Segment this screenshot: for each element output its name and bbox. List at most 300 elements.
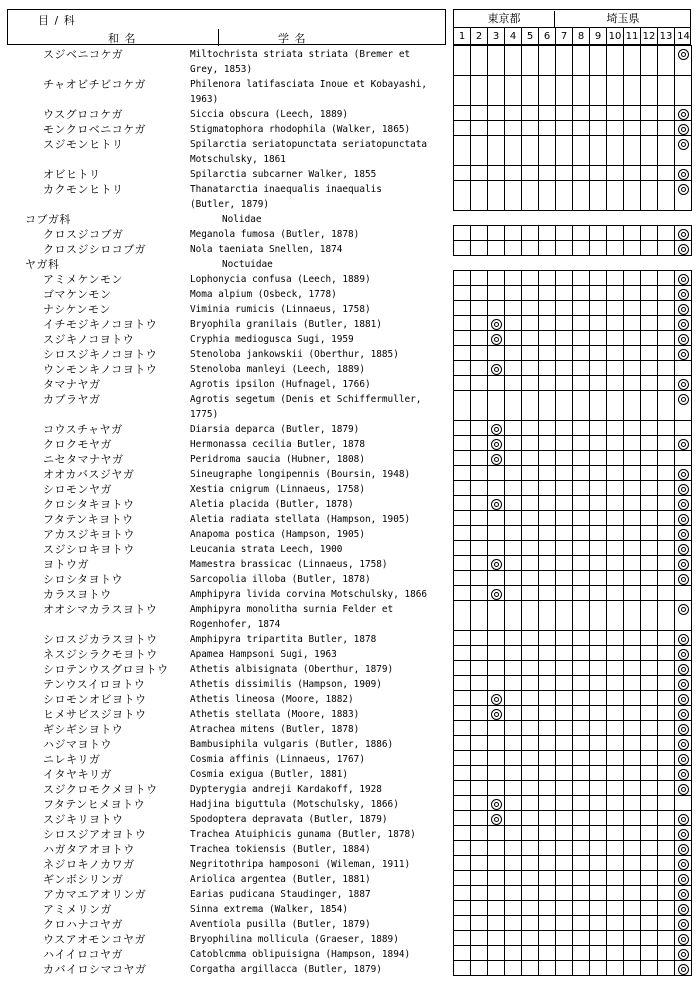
record-mark-icon bbox=[488, 586, 505, 601]
record-cell bbox=[607, 676, 624, 691]
record-cell bbox=[522, 946, 539, 961]
record-cell bbox=[658, 961, 675, 976]
japanese-name: スジクロモクメヨトウ bbox=[43, 783, 158, 796]
record-cell bbox=[556, 586, 573, 601]
record-cell bbox=[590, 466, 607, 481]
scientific-name bbox=[190, 317, 446, 332]
record-cell bbox=[641, 301, 658, 316]
record-cell bbox=[505, 511, 522, 526]
record-cell bbox=[658, 136, 675, 166]
record-mark-icon bbox=[675, 856, 692, 871]
record-cell bbox=[556, 946, 573, 961]
record-cell bbox=[624, 391, 641, 421]
japanese-name: アミメリンガ bbox=[43, 903, 112, 916]
record-cell bbox=[590, 841, 607, 856]
record-cell bbox=[573, 586, 590, 601]
record-cell bbox=[641, 376, 658, 391]
record-cell bbox=[590, 556, 607, 571]
record-cell bbox=[590, 361, 607, 376]
record-cell bbox=[556, 916, 573, 931]
scientific-name bbox=[190, 812, 446, 827]
record-cell bbox=[539, 316, 556, 331]
record-cell bbox=[556, 421, 573, 436]
record-cell bbox=[522, 826, 539, 841]
record-cell bbox=[505, 631, 522, 646]
japanese-name: テンウスイロヨトウ bbox=[43, 678, 146, 691]
record-cell bbox=[590, 946, 607, 961]
scientific-name-line: Cryphia mediogusca Sugi, 1959 bbox=[190, 334, 354, 345]
record-cell bbox=[488, 901, 505, 916]
record-cell bbox=[624, 361, 641, 376]
scientific-name-line: Agrotis segetum (Denis et Schiffermuller, bbox=[190, 394, 422, 405]
record-cell bbox=[539, 631, 556, 646]
japanese-name: クロクモヤガ bbox=[43, 438, 112, 451]
record-cell bbox=[624, 481, 641, 496]
record-cell bbox=[522, 496, 539, 511]
record-cell bbox=[454, 106, 471, 121]
record-cell bbox=[641, 526, 658, 541]
record-cell bbox=[522, 361, 539, 376]
scientific-name bbox=[190, 527, 446, 542]
column-number: 2 bbox=[471, 28, 488, 45]
record-cell bbox=[624, 766, 641, 781]
record-mark-icon bbox=[488, 436, 505, 451]
record-cell bbox=[522, 106, 539, 121]
species-row bbox=[0, 676, 696, 691]
japanese-name: スジベニコケガ bbox=[43, 48, 124, 61]
record-cell bbox=[590, 45, 607, 76]
record-grid bbox=[453, 225, 692, 241]
record-cell bbox=[658, 646, 675, 661]
record-cell bbox=[573, 946, 590, 961]
japanese-name: クロスジシロコブガ bbox=[43, 243, 147, 256]
scientific-name-line: Nolidae bbox=[222, 214, 262, 225]
species-row bbox=[0, 421, 696, 436]
species-row bbox=[0, 841, 696, 856]
record-grid bbox=[453, 331, 692, 346]
record-cell bbox=[590, 225, 607, 241]
scientific-name bbox=[190, 767, 446, 782]
record-grid bbox=[453, 286, 692, 301]
scientific-name bbox=[190, 377, 446, 392]
record-cell bbox=[505, 181, 522, 211]
record-cell bbox=[641, 166, 658, 181]
record-cell bbox=[573, 811, 590, 826]
scientific-name-line: Peridroma saucia (Hubner, 1808) bbox=[190, 454, 365, 465]
record-cell bbox=[607, 571, 624, 586]
species-row bbox=[0, 556, 696, 571]
record-cell bbox=[471, 121, 488, 136]
record-cell bbox=[488, 841, 505, 856]
record-mark-icon bbox=[675, 316, 692, 331]
record-cell bbox=[522, 646, 539, 661]
record-cell bbox=[505, 346, 522, 361]
record-cell bbox=[658, 241, 675, 256]
scientific-name-line: Dypterygia andreji Kardakoff, 1928 bbox=[190, 784, 382, 795]
record-cell bbox=[471, 871, 488, 886]
record-cell bbox=[556, 631, 573, 646]
record-cell bbox=[607, 886, 624, 901]
species-row bbox=[0, 586, 696, 601]
record-cell bbox=[539, 706, 556, 721]
japanese-name: スジキリヨトウ bbox=[43, 813, 124, 826]
record-grid bbox=[453, 556, 692, 571]
record-cell bbox=[539, 571, 556, 586]
species-row bbox=[0, 181, 696, 211]
record-mark-icon bbox=[675, 436, 692, 451]
record-cell bbox=[658, 361, 675, 376]
record-cell bbox=[505, 45, 522, 76]
scientific-name bbox=[190, 497, 446, 512]
record-cell bbox=[505, 676, 522, 691]
record-cell bbox=[454, 676, 471, 691]
record-cell bbox=[624, 916, 641, 931]
record-cell bbox=[607, 931, 624, 946]
record-cell bbox=[607, 586, 624, 601]
record-cell bbox=[573, 436, 590, 451]
record-mark-icon bbox=[488, 691, 505, 706]
record-cell bbox=[454, 496, 471, 511]
record-cell bbox=[573, 886, 590, 901]
scientific-name bbox=[190, 707, 446, 722]
record-cell bbox=[573, 421, 590, 436]
scientific-name-line: 1775) bbox=[190, 409, 219, 420]
record-cell bbox=[641, 646, 658, 661]
record-cell bbox=[658, 661, 675, 676]
japanese-name: イチモジキノコヨトウ bbox=[43, 318, 158, 331]
record-cell bbox=[658, 856, 675, 871]
record-cell bbox=[556, 526, 573, 541]
record-cell bbox=[471, 301, 488, 316]
record-cell bbox=[556, 811, 573, 826]
record-cell bbox=[505, 826, 522, 841]
record-cell bbox=[471, 316, 488, 331]
record-cell bbox=[556, 331, 573, 346]
record-cell bbox=[488, 646, 505, 661]
record-cell bbox=[522, 225, 539, 241]
record-cell bbox=[505, 661, 522, 676]
scientific-name bbox=[190, 362, 446, 377]
record-cell bbox=[454, 691, 471, 706]
record-cell bbox=[454, 601, 471, 631]
record-cell bbox=[590, 346, 607, 361]
species-row bbox=[0, 706, 696, 721]
record-cell bbox=[454, 421, 471, 436]
record-cell bbox=[590, 76, 607, 106]
record-cell bbox=[607, 316, 624, 331]
record-cell bbox=[607, 706, 624, 721]
record-cell bbox=[522, 661, 539, 676]
record-cell bbox=[641, 841, 658, 856]
scientific-name-line: Spilarctia seriatopunctata seriatopunctata bbox=[190, 139, 428, 150]
record-cell bbox=[624, 586, 641, 601]
record-cell bbox=[607, 916, 624, 931]
record-cell bbox=[471, 796, 488, 811]
scientific-name bbox=[190, 572, 446, 587]
species-row bbox=[0, 946, 696, 961]
scientific-name-line: Athetis albisignata (Oberthur, 1879) bbox=[190, 664, 394, 675]
record-mark-icon bbox=[675, 301, 692, 316]
record-cell bbox=[556, 901, 573, 916]
scientific-name-line: Stenoloba jankowskii (Oberthur, 1885) bbox=[190, 349, 399, 360]
japanese-name: カブラヤガ bbox=[43, 393, 101, 406]
record-mark-icon bbox=[675, 270, 692, 286]
record-cell bbox=[658, 766, 675, 781]
species-row bbox=[0, 646, 696, 661]
record-cell bbox=[539, 270, 556, 286]
record-cell bbox=[590, 706, 607, 721]
scientific-name-line: Stenoloba manleyi (Leech, 1889) bbox=[190, 364, 365, 375]
record-mark-icon bbox=[675, 331, 692, 346]
record-cell bbox=[505, 76, 522, 106]
record-cell bbox=[539, 511, 556, 526]
record-cell bbox=[505, 166, 522, 181]
record-cell bbox=[556, 676, 573, 691]
record-cell bbox=[590, 886, 607, 901]
table-header-left bbox=[7, 9, 446, 45]
record-cell bbox=[505, 270, 522, 286]
record-cell bbox=[641, 811, 658, 826]
record-cell bbox=[658, 511, 675, 526]
record-cell bbox=[454, 841, 471, 856]
species-row bbox=[0, 811, 696, 826]
record-cell bbox=[522, 586, 539, 601]
record-cell bbox=[539, 916, 556, 931]
record-cell bbox=[471, 781, 488, 796]
record-cell bbox=[454, 316, 471, 331]
record-cell bbox=[607, 661, 624, 676]
record-cell bbox=[454, 946, 471, 961]
record-cell bbox=[641, 106, 658, 121]
record-grid bbox=[453, 901, 692, 916]
scientific-name-line: Spilarctia subcarner Walker, 1855 bbox=[190, 169, 377, 180]
record-cell bbox=[488, 721, 505, 736]
record-cell bbox=[471, 736, 488, 751]
record-cell bbox=[539, 45, 556, 76]
record-cell bbox=[573, 270, 590, 286]
record-cell bbox=[539, 241, 556, 256]
record-mark-icon bbox=[675, 241, 692, 256]
record-grid bbox=[453, 526, 692, 541]
record-mark-icon bbox=[675, 751, 692, 766]
scientific-name-line: Hermonassa cecilia Butler, 1878 bbox=[190, 439, 365, 450]
record-cell bbox=[624, 826, 641, 841]
record-cell bbox=[556, 856, 573, 871]
family-row bbox=[0, 256, 696, 271]
species-row bbox=[0, 901, 696, 916]
record-cell bbox=[471, 466, 488, 481]
species-row bbox=[0, 541, 696, 556]
record-cell bbox=[573, 241, 590, 256]
scientific-name-line: Hadjina biguttula (Motschulsky, 1866) bbox=[190, 799, 399, 810]
scientific-name-line: Bambusiphila vulgaris (Butler, 1886) bbox=[190, 739, 394, 750]
scientific-name bbox=[190, 647, 446, 662]
record-cell bbox=[505, 706, 522, 721]
record-cell bbox=[454, 361, 471, 376]
scientific-name-line: Philenora latifasciata Inoue et Kobayashi, bbox=[190, 79, 428, 90]
scientific-name-line: Siccia obscura (Leech, 1889) bbox=[190, 109, 349, 120]
record-cell bbox=[488, 45, 505, 76]
record-cell bbox=[539, 331, 556, 346]
record-cell bbox=[590, 766, 607, 781]
record-cell bbox=[471, 286, 488, 301]
record-mark-icon bbox=[675, 376, 692, 391]
species-row bbox=[0, 361, 696, 376]
scientific-name-line: Grey, 1853) bbox=[190, 64, 253, 75]
record-cell bbox=[624, 496, 641, 511]
record-cell bbox=[641, 766, 658, 781]
record-cell bbox=[590, 286, 607, 301]
record-cell bbox=[471, 706, 488, 721]
record-cell bbox=[590, 421, 607, 436]
record-cell bbox=[522, 136, 539, 166]
record-mark-icon bbox=[675, 511, 692, 526]
record-cell bbox=[539, 646, 556, 661]
record-grid bbox=[453, 781, 692, 796]
record-mark-icon bbox=[675, 45, 692, 76]
column-number: 5 bbox=[522, 28, 539, 45]
record-cell bbox=[556, 451, 573, 466]
japanese-name: クロスジコブガ bbox=[43, 228, 124, 241]
record-grid bbox=[453, 931, 692, 946]
record-cell bbox=[658, 916, 675, 931]
scientific-name-line: Spodoptera depravata (Butler, 1879) bbox=[190, 814, 388, 825]
species-row bbox=[0, 166, 696, 181]
scientific-name-line: Bryophila granilais (Butler, 1881) bbox=[190, 319, 382, 330]
record-cell bbox=[658, 556, 675, 571]
record-cell bbox=[573, 76, 590, 106]
scientific-name bbox=[190, 797, 446, 812]
scientific-name bbox=[190, 947, 446, 962]
record-cell bbox=[539, 225, 556, 241]
record-cell bbox=[505, 601, 522, 631]
record-cell bbox=[522, 961, 539, 976]
record-cell bbox=[556, 376, 573, 391]
species-row bbox=[0, 376, 696, 391]
record-cell bbox=[607, 331, 624, 346]
scientific-name bbox=[190, 422, 446, 437]
record-cell bbox=[607, 166, 624, 181]
record-cell bbox=[471, 45, 488, 76]
record-cell bbox=[573, 721, 590, 736]
japanese-name: コウスチャヤガ bbox=[43, 423, 123, 436]
record-cell bbox=[522, 316, 539, 331]
japanese-name: スジモンヒトリ bbox=[43, 138, 124, 151]
record-cell bbox=[590, 826, 607, 841]
scientific-name-line: Athetis lineosa (Moore, 1882) bbox=[190, 694, 354, 705]
record-mark-icon bbox=[675, 631, 692, 646]
japanese-name: ナシケンモン bbox=[43, 303, 112, 316]
record-cell bbox=[488, 751, 505, 766]
record-cell bbox=[539, 391, 556, 421]
scientific-name bbox=[190, 722, 446, 737]
record-grid bbox=[453, 346, 692, 361]
record-mark-icon bbox=[675, 466, 692, 481]
record-mark-icon bbox=[675, 811, 692, 826]
record-cell bbox=[488, 736, 505, 751]
record-cell bbox=[488, 346, 505, 361]
scientific-name bbox=[190, 902, 446, 917]
record-cell bbox=[590, 106, 607, 121]
record-cell bbox=[658, 826, 675, 841]
record-cell bbox=[505, 721, 522, 736]
record-cell bbox=[471, 886, 488, 901]
species-row bbox=[0, 271, 696, 286]
scientific-name bbox=[190, 452, 446, 467]
record-cell bbox=[505, 451, 522, 466]
record-cell bbox=[658, 886, 675, 901]
record-cell bbox=[454, 121, 471, 136]
record-cell bbox=[624, 706, 641, 721]
record-cell bbox=[573, 511, 590, 526]
record-cell bbox=[624, 270, 641, 286]
record-mark-icon bbox=[675, 931, 692, 946]
record-cell bbox=[454, 811, 471, 826]
record-cell bbox=[641, 781, 658, 796]
record-cell bbox=[522, 181, 539, 211]
record-cell bbox=[658, 225, 675, 241]
record-mark-icon bbox=[675, 526, 692, 541]
record-cell bbox=[573, 826, 590, 841]
record-cell bbox=[590, 751, 607, 766]
record-cell bbox=[607, 121, 624, 136]
record-cell bbox=[539, 421, 556, 436]
record-grid bbox=[453, 646, 692, 661]
scientific-name-line: Sineugraphe longipennis (Boursin, 1948) bbox=[190, 469, 411, 480]
record-cell bbox=[505, 136, 522, 166]
record-cell bbox=[454, 646, 471, 661]
record-cell bbox=[641, 481, 658, 496]
record-grid bbox=[453, 451, 692, 466]
record-cell bbox=[471, 571, 488, 586]
record-cell bbox=[624, 646, 641, 661]
record-grid bbox=[453, 601, 692, 631]
record-cell bbox=[539, 901, 556, 916]
record-cell bbox=[573, 736, 590, 751]
record-mark-icon bbox=[675, 601, 692, 631]
record-cell bbox=[641, 316, 658, 331]
record-cell bbox=[658, 466, 675, 481]
scientific-name bbox=[190, 542, 446, 557]
record-cell bbox=[539, 436, 556, 451]
record-cell bbox=[624, 781, 641, 796]
record-cell bbox=[641, 751, 658, 766]
record-cell bbox=[624, 751, 641, 766]
record-cell bbox=[522, 841, 539, 856]
record-cell bbox=[573, 361, 590, 376]
record-cell bbox=[556, 961, 573, 976]
record-cell bbox=[522, 331, 539, 346]
record-cell bbox=[641, 916, 658, 931]
record-cell bbox=[471, 556, 488, 571]
record-cell bbox=[522, 76, 539, 106]
record-cell bbox=[454, 466, 471, 481]
record-cell bbox=[539, 946, 556, 961]
scientific-name-line: Aletia radiata stellata (Hampson, 1905) bbox=[190, 514, 411, 525]
record-cell bbox=[471, 361, 488, 376]
record-mark-icon bbox=[675, 946, 692, 961]
record-cell bbox=[539, 376, 556, 391]
record-cell bbox=[641, 136, 658, 166]
record-cell bbox=[522, 421, 539, 436]
record-cell bbox=[539, 166, 556, 181]
japanese-name: イタヤキリガ bbox=[43, 768, 112, 781]
record-cell bbox=[488, 166, 505, 181]
record-cell bbox=[556, 45, 573, 76]
record-grid bbox=[453, 796, 692, 811]
record-cell bbox=[454, 931, 471, 946]
scientific-name bbox=[190, 752, 446, 767]
